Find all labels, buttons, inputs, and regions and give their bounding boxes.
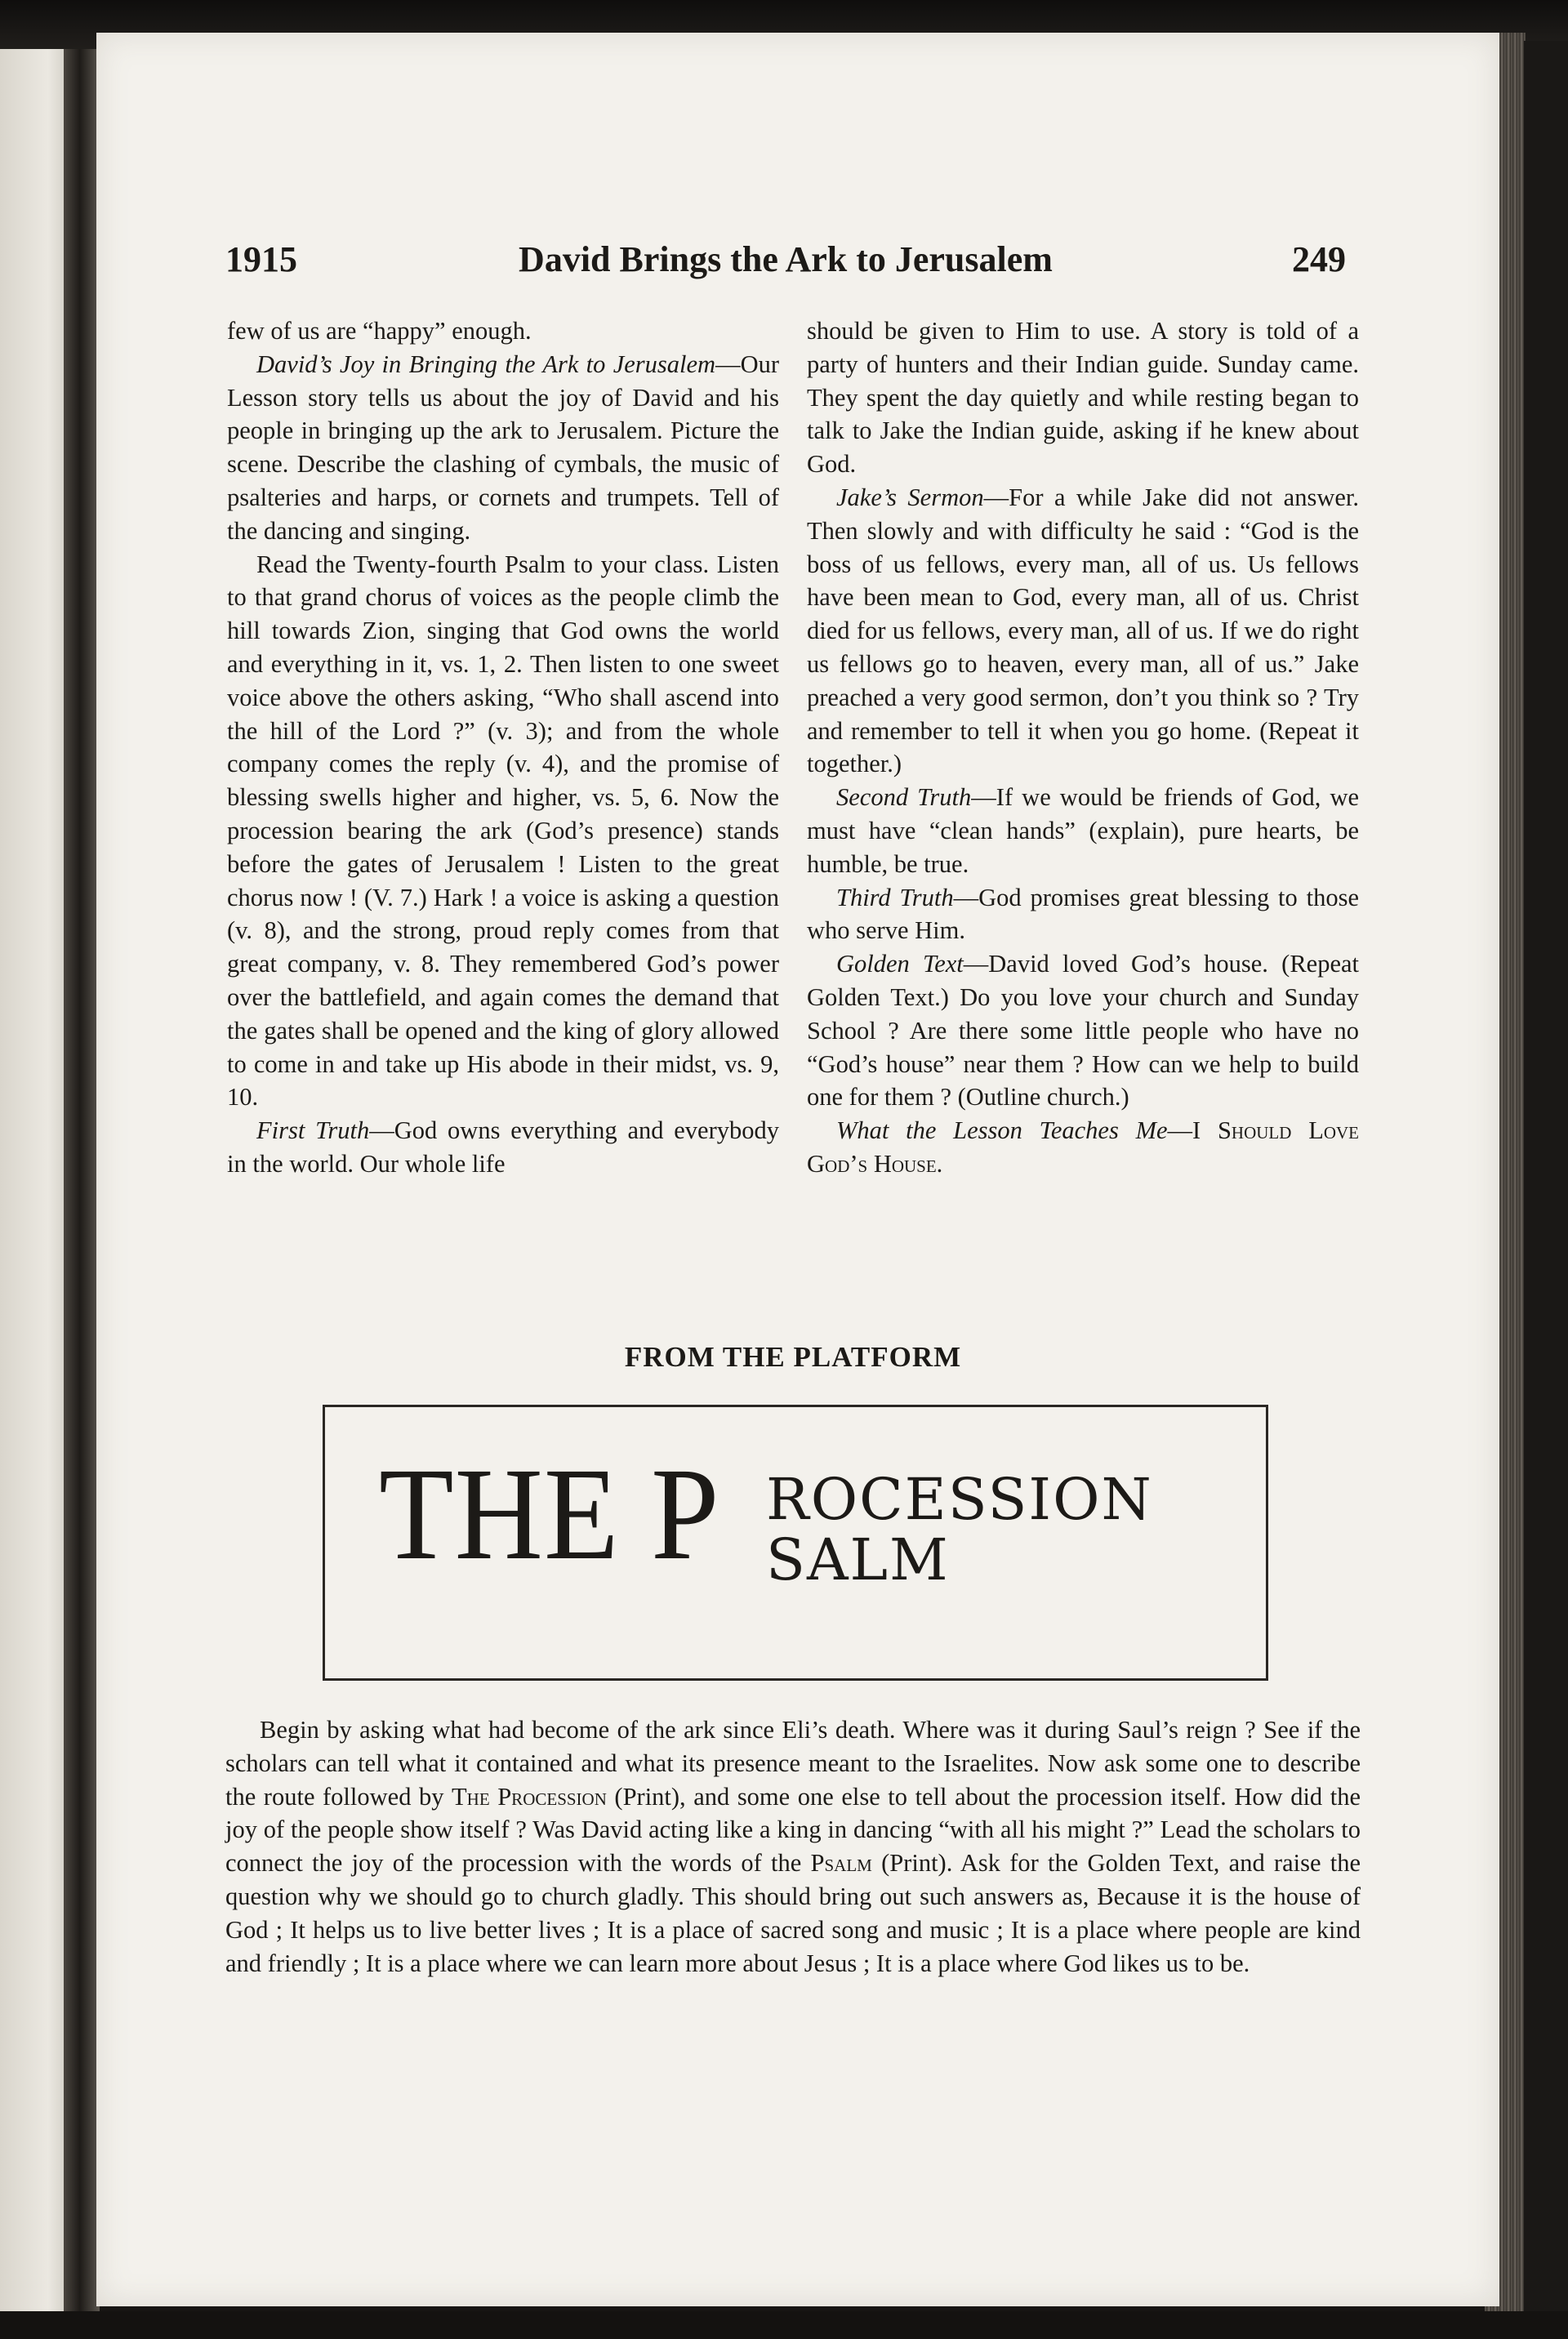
paragraph: few of us are “happy” enough. <box>227 317 532 345</box>
section-lead: What the Lesson Teaches Me <box>836 1116 1168 1145</box>
scan-frame-bottom <box>0 2311 1568 2339</box>
book-gutter <box>64 49 100 2319</box>
scan-background-right <box>1524 41 1568 2319</box>
paragraph: Jake’s Sermon—For a while Jake did not answer. Then slowly and with difficulty he said : “God is the boss of us fellows, every man, all of us. Us fellows have been mean to God, every man, all of us. Christ died for us fellows, every man, all of us. If we do right us fellows go to heaven, every man, all of us.” Jake preached a very good sermon, don’t you think so ? Try and remember to tell it when you go home. (Repeat it together.) <box>807 483 1359 778</box>
running-header <box>225 238 1346 287</box>
left-column <box>227 314 779 1181</box>
section-lead: Second Truth <box>836 783 972 812</box>
paragraph: Third Truth—God promises great blessing to those who serve Him. <box>807 883 1359 945</box>
paragraph: Second Truth—If we would be friends of God, we must have “clean hands” (explain), pure hearts, be humble, be true. <box>807 783 1360 878</box>
page-number: 249 <box>1292 239 1346 279</box>
section-lead: Golden Text <box>836 950 964 978</box>
paragraph: What the Lesson Teaches Me—I Should Love God’s House. <box>807 1116 1359 1178</box>
paragraph: Golden Text—David loved God’s house. (Repeat Golden Text.) Do you love your church and Sunday School ? Are there some little people who have no “God’s house” near them ? How can we help to build one for them ? (Outline church.) <box>807 950 1359 1112</box>
right-column <box>807 314 1359 1181</box>
facing-page-edge <box>0 49 69 2319</box>
blackboard-box <box>323 1405 1268 1681</box>
paragraph: First Truth—God owns everything and everybody in the world. Our whole life <box>227 1116 779 1178</box>
section-lead: First Truth <box>256 1116 370 1145</box>
paragraph: should be given to Him to use. A story is told of a party of hunters and their Indian guide. Sunday came. They spent the day quietly and while resting began to talk to Jake the Indian guide, asking if he knew about God. <box>807 317 1359 479</box>
section-lead: Jake’s Sermon <box>836 483 984 511</box>
platform-text <box>225 1713 1361 1980</box>
header-title: David Brings the Ark to Jerusalem <box>519 239 1053 279</box>
box-line-1: ROCESSION <box>766 1466 1153 1533</box>
paragraph: David’s Joy in Bringing the Ark to Jerusalem—Our Lesson story tells us about the joy of David and his people in bringing up the ark to Jerusalem. Picture the scene. Describe the clashing of cymbals, the music of psalteries and harps, or cornets and trumpets. Tell of the dancing and singing. <box>227 350 779 545</box>
section-lead: Third Truth <box>836 883 954 911</box>
box-line-2: SALM <box>766 1526 950 1593</box>
section-heading: FROM THE PLATFORM <box>624 1341 962 1373</box>
paragraph: Read the Twenty-fourth Psalm to your class. Listen to that grand chorus of voices as the people climb the hill towards Zion, singing that God owns the world and everything in it, vs. 1, 2. Then listen to one sweet voice above the others asking, “Who shall ascend into the hill of the Lord ?” (v. 3); and from the whole company comes the reply (v. 4), and the promise of blessing swells higher and higher, vs. 5, 6. Now the procession bearing the ark (God’s presence) stands before the gates of Jerusalem ! Listen to the great chorus now ! (V. 7.) Hark ! a voice is asking a question (v. 8), and the strong, proud reply comes from that great company, v. 8. They remembered God’s power over the battlefield, and again comes the demand that the gates shall be opened and the king of glory allowed to come in and take up His abode in their midst, vs. 9, 10. <box>227 550 779 1112</box>
paragraph: Begin by asking what had become of the ark since Eli’s death. Where was it during Saul’s reign ? See if the scholars can tell what it contained and what its presence meant to the Israelites. Now ask some one to describe the route followed by The Procession (Print), and some one else to tell about the procession itself. How did the joy of the people show itself ? Was David acting like a king in dancing “with all his might ?” Lead the scholars to connect the joy of the procession with the words of the Psalm (Print). Ask for the Golden Text, and raise the question why we should go to church gladly. This should bring out such answers as, Because it is the house of God ; It helps us to live better lives ; It is a place of sacred song and music ; It is a place where people are kind and friendly ; It is a place where we can learn more about Jesus ; It is a place where God likes us to be. <box>225 1716 1361 1977</box>
box-large-text: THE P <box>379 1441 720 1588</box>
header-year: 1915 <box>225 239 297 279</box>
section-lead: David’s Joy in Bringing the Ark to Jerusalem <box>256 350 716 378</box>
